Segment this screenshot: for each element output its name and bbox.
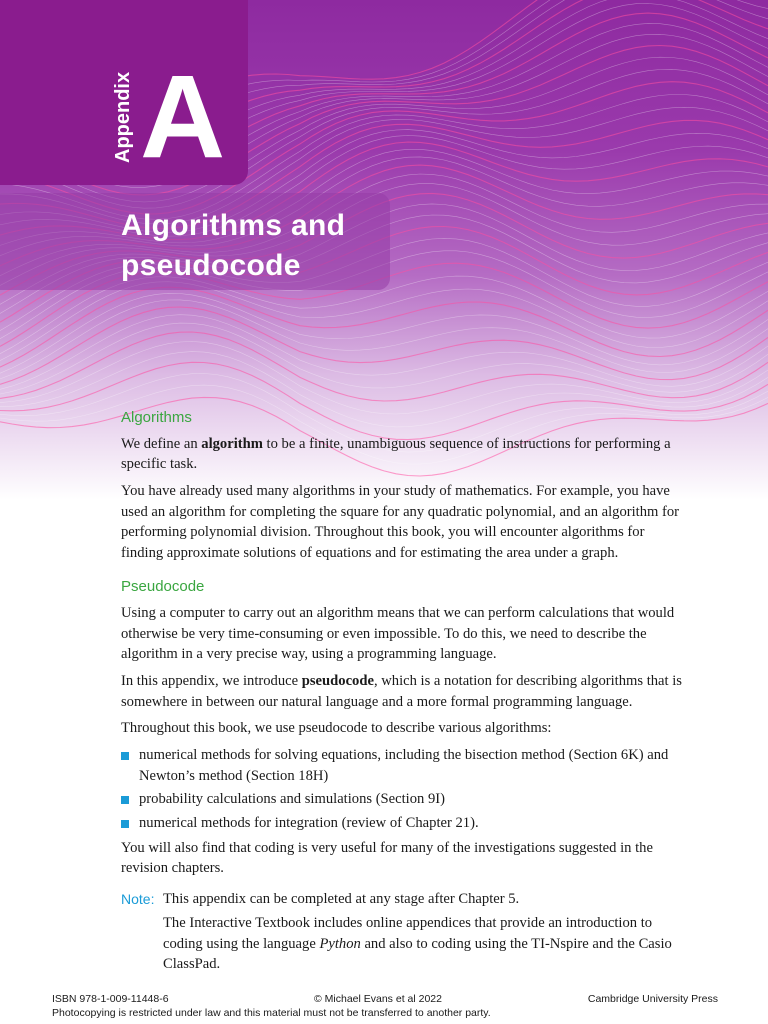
algorithms-paragraph-2: You have already used many algorithms in your study of mathematics. For example, you have used an algorithm for completing the square for any quadratic polynomial, and an algorithm for performing polynomial division. Throughout this book, you will encounter algorithms for finding approximate solutions of equations and for estimating the area under a graph. [121, 483, 680, 561]
note-line-2 [163, 913, 689, 974]
list-item-text: numerical methods for solving equations, including the bisection method (Section 6K) and Newton’s method (Section 18H) [139, 747, 669, 784]
pseudocode-paragraph-2 [121, 671, 689, 712]
note-line-1: This appendix can be completed at any stage after Chapter 5. [163, 890, 520, 907]
wave-line [0, 307, 768, 384]
bullet-square-icon [121, 752, 129, 760]
copyright: © Michael Evans et al 2022 [314, 993, 442, 1005]
photocopy-notice: Photocopying is restricted under law and this material must not be transferred to another party. [52, 1007, 491, 1019]
list-item [121, 789, 689, 809]
appendix-word: Appendix [112, 71, 134, 163]
note-label: Note: [121, 890, 155, 907]
term-algorithm: algorithm [201, 436, 263, 452]
page-title [121, 206, 421, 286]
list-item-text: probability calculations and simulations (Section 9I) [139, 791, 445, 808]
title-line-2: pseudocode [121, 249, 301, 282]
text-span: The Interactive Textbook includes online appendices that provide an introduction to coding using the language [163, 915, 653, 952]
list-item-text: numerical methods for integration (review of Chapter 21). [139, 814, 479, 831]
wave-line [0, 300, 768, 379]
text-span: to be a finite, unambiguous sequence of instructions for performing a specific task. [121, 436, 671, 473]
page-footer [52, 992, 718, 1020]
text-span: , which is a notation for describing algorithms that is somewhere in between our natural language and a more formal programming language. [121, 673, 682, 710]
main-content [121, 408, 689, 978]
python-italic: Python [319, 935, 361, 952]
wave-line [0, 323, 768, 394]
algorithm-uses-list [121, 745, 689, 833]
algorithms-paragraph-1 [121, 434, 689, 475]
title-line-1: Algorithms and [121, 209, 346, 242]
text-span: We define an [121, 436, 202, 452]
list-item [121, 813, 689, 833]
pseudocode-paragraph-4: You will also find that coding is very useful for many of the investigations suggested in the revision chapters. [121, 840, 653, 877]
pseudocode-heading: Pseudocode [121, 578, 205, 596]
note-body [163, 889, 689, 975]
wave-line [0, 287, 768, 367]
term-pseudocode: pseudocode [301, 673, 374, 690]
bullet-square-icon [121, 796, 129, 804]
isbn: ISBN 978-1-009-11448-6 [52, 993, 169, 1005]
pseudocode-paragraph-3: Throughout this book, we use pseudocode to describe various algorithms: [121, 720, 552, 737]
bullet-square-icon [121, 820, 129, 828]
publisher: Cambridge University Press [587, 993, 718, 1005]
text-span: In this appendix, we introduce [121, 673, 302, 690]
pseudocode-paragraph-1: Using a computer to carry out an algorithm means that we can perform calculations that would otherwise be very time-consuming or even impossible. To do this, we need to describe the algorithm in a very precise way, using a programming language. [121, 605, 675, 663]
note-box [121, 889, 689, 975]
appendix-letter: A [140, 51, 226, 183]
list-item [121, 745, 689, 786]
algorithms-heading: Algorithms [121, 409, 192, 426]
appendix-tab [0, 0, 248, 185]
text-span: and also to coding using the TI-Nspire and the Casio ClassPad. [163, 935, 672, 973]
